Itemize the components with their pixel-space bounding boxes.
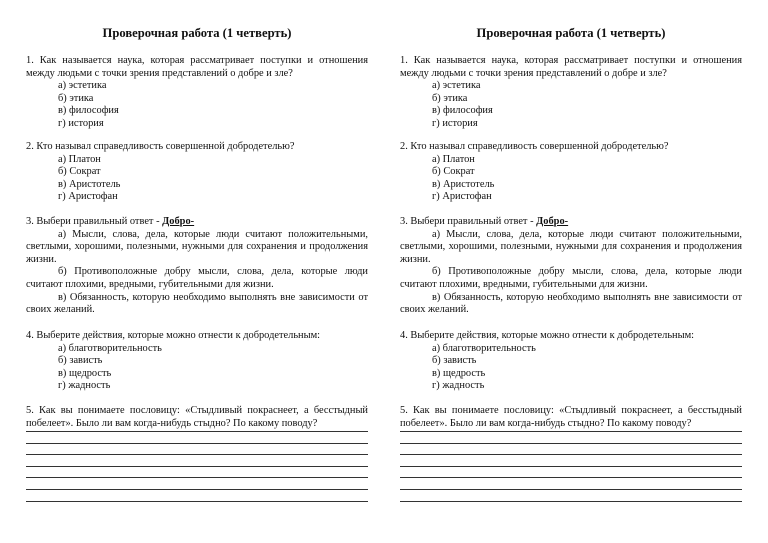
answer-option: г) жадность: [432, 380, 485, 392]
answer-option: а) Платон: [58, 153, 101, 165]
answer-option: в) щедрость: [58, 367, 112, 379]
answer-line: [400, 501, 742, 502]
answer-lines: [26, 431, 368, 512]
question-1: [400, 55, 742, 131]
question-5: [26, 405, 368, 430]
answer-line: [26, 501, 368, 502]
answer-option: в) Обязанность, которую необходимо выполнять вне зависимости от своих желаний.: [400, 291, 742, 316]
answer-line: [26, 454, 368, 455]
answer-option: б) зависть: [58, 355, 103, 367]
question-text: 1. Как называется наука, которая рассматривает поступки и отношения между людьми с точки зрения представлений о добре и зле?: [400, 55, 742, 79]
answer-line: [400, 431, 742, 432]
question-text: 5. Как вы понимаете пословицу: «Стыдливый покраснеет, а бесстыдный побелеет». Было ли вам когда-нибудь стыдно? По какому поводу?: [400, 405, 742, 429]
question-text: [26, 216, 368, 229]
question-2: [400, 141, 742, 204]
answer-option: б) этика: [432, 92, 468, 104]
answer-option: в) Аристотель: [58, 178, 121, 190]
answer-option: б) этика: [58, 92, 94, 104]
question-keyword: Добро-: [536, 216, 569, 227]
question-prefix: 3. Выбери правильный ответ -: [26, 216, 163, 227]
question-text: 1. Как называется наука, которая рассматривает поступки и отношения между людьми с точки зрения представлений о добре и зле?: [26, 55, 368, 79]
answer-line: [26, 443, 368, 444]
question-text: 4. Выберите действия, которые можно отнести к добродетельным:: [400, 330, 695, 341]
answer-option: г) история: [432, 117, 478, 129]
question-1: [26, 55, 368, 131]
answer-option: г) история: [58, 117, 104, 129]
question-4: [400, 330, 742, 393]
answer-option: б) Сократ: [432, 166, 475, 178]
answer-option: а) благотворительность: [58, 342, 162, 354]
answer-option: г) Аристофан: [58, 191, 118, 203]
answer-line: [400, 443, 742, 444]
question-3: [26, 216, 368, 317]
question-2: [26, 141, 368, 204]
worksheet-title: Проверочная работа (1 четверть): [476, 26, 666, 40]
answer-option: в) философия: [432, 105, 493, 117]
question-text: 4. Выберите действия, которые можно отнести к добродетельным:: [26, 330, 321, 341]
answer-option: а) Мысли, слова, дела, которые люди считают положительными, светлыми, хорошими, полезными, нужными для сохранения и продолжения жизни.: [400, 228, 742, 265]
question-text: [400, 216, 742, 229]
worksheet-title: Проверочная работа (1 четверть): [102, 26, 292, 40]
question-3: [400, 216, 742, 317]
answer-option: б) Противоположные добру мысли, слова, дела, которые люди считают плохими, вредными, губительными для жизни.: [400, 266, 742, 290]
answer-line: [400, 489, 742, 490]
answer-line: [26, 489, 368, 490]
answer-option: а) эстетика: [432, 80, 481, 92]
answer-option: в) Аристотель: [432, 178, 495, 190]
answer-line: [26, 431, 368, 432]
question-prefix: 3. Выбери правильный ответ -: [400, 216, 537, 227]
question-text: 2. Кто называл справедливость совершенной добродетелью?: [400, 141, 669, 152]
answer-line: [400, 454, 742, 455]
answer-option: г) жадность: [58, 380, 111, 392]
question-5: [400, 405, 742, 430]
answer-option: в) щедрость: [432, 367, 486, 379]
question-text: 5. Как вы понимаете пословицу: «Стыдливый покраснеет, а бесстыдный побелеет». Было ли вам когда-нибудь стыдно? По какому поводу?: [26, 405, 368, 429]
answer-line: [400, 466, 742, 467]
answer-line: [26, 466, 368, 467]
answer-option: б) зависть: [432, 355, 477, 367]
question-4: [26, 330, 368, 393]
answer-option: а) благотворительность: [432, 342, 536, 354]
answer-option: б) Сократ: [58, 166, 101, 178]
answer-option: в) Обязанность, которую необходимо выполнять вне зависимости от своих желаний.: [26, 291, 368, 316]
answer-option: в) философия: [58, 105, 119, 117]
answer-option: г) Аристофан: [432, 191, 492, 203]
answer-option: б) Противоположные добру мысли, слова, дела, которые люди считают плохими, вредными, губительными для жизни.: [26, 266, 368, 290]
answer-option: а) Мысли, слова, дела, которые люди считают положительными, светлыми, хорошими, полезными, нужными для сохранения и продолжения жизни.: [26, 228, 368, 265]
answer-lines: [400, 431, 742, 512]
answer-line: [26, 477, 368, 478]
answer-option: а) Платон: [432, 153, 475, 165]
answer-option: а) эстетика: [58, 80, 107, 92]
answer-line: [400, 477, 742, 478]
question-text: 2. Кто называл справедливость совершенной добродетелью?: [26, 141, 295, 152]
question-keyword: Добро-: [162, 216, 195, 227]
